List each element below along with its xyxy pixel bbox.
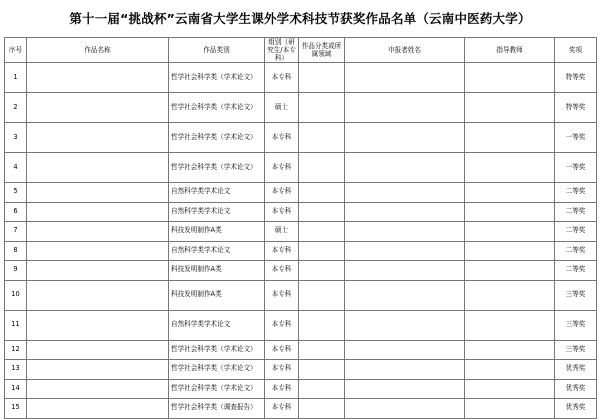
work-name [27,379,169,399]
row-index: 2 [5,93,27,123]
work-name [27,261,169,281]
table-row [5,310,597,340]
work-category: 哲学社会科学类（学术论文） [169,340,265,360]
row-index: 13 [5,360,27,380]
group: 本专科 [265,379,299,399]
advisors [465,261,555,281]
award: 特等奖 [555,63,597,93]
field [299,63,345,93]
advisors [465,123,555,153]
table-row [5,183,597,203]
award: 优秀奖 [555,360,597,380]
field [299,340,345,360]
award: 二等奖 [555,202,597,222]
field [299,153,345,183]
award: 二等奖 [555,241,597,261]
group: 本专科 [265,202,299,222]
award: 二等奖 [555,183,597,203]
award: 二等奖 [555,261,597,281]
work-name [27,340,169,360]
advisors [465,153,555,183]
work-category: 哲学社会科学类（学术论文） [169,379,265,399]
group: 本专科 [265,261,299,281]
header-group: 组别（研究生/本专科） [265,38,299,63]
award: 特等奖 [555,93,597,123]
award: 三等奖 [555,340,597,360]
group: 本专科 [265,399,299,419]
group: 本专科 [265,241,299,261]
applicants [345,123,465,153]
applicants [345,153,465,183]
advisors [465,241,555,261]
field [299,123,345,153]
applicants [345,340,465,360]
applicants [345,183,465,203]
award: 三等奖 [555,310,597,340]
applicants [345,93,465,123]
row-index: 5 [5,183,27,203]
group: 本专科 [265,63,299,93]
table-row [5,340,597,360]
row-index: 12 [5,340,27,360]
award-table [4,37,597,419]
applicants [345,360,465,380]
applicants [345,280,465,310]
header-applicants: 申报者姓名 [345,38,465,63]
work-category: 科技发明制作A类 [169,222,265,242]
work-category: 自然科学类学术论文 [169,183,265,203]
applicants [345,202,465,222]
row-index: 15 [5,399,27,419]
applicants [345,222,465,242]
group: 硕士 [265,222,299,242]
advisors [465,399,555,419]
advisors [465,340,555,360]
table-row [5,63,597,93]
work-category: 哲学社会科学类（学术论文） [169,93,265,123]
advisors [465,280,555,310]
field [299,183,345,203]
row-index: 9 [5,261,27,281]
header-category: 作品类别 [169,38,265,63]
header-row [5,38,597,63]
table-row [5,261,597,281]
row-index: 11 [5,310,27,340]
advisors [465,310,555,340]
field [299,379,345,399]
advisors [465,183,555,203]
row-index: 8 [5,241,27,261]
work-category: 哲学社会科学类（学术论文） [169,153,265,183]
applicants [345,399,465,419]
header-advisors: 指导教师 [465,38,555,63]
document-title: 第十一届“挑战杯”云南省大学生课外学术科技节获奖作品名单（云南中医药大学） [69,11,531,26]
work-name [27,153,169,183]
table-row [5,123,597,153]
applicants [345,63,465,93]
work-category: 自然科学类学术论文 [169,310,265,340]
work-category: 哲学社会科学类（学术论文） [169,63,265,93]
work-name [27,360,169,380]
table-row [5,202,597,222]
field [299,222,345,242]
work-name [27,123,169,153]
advisors [465,222,555,242]
group: 本专科 [265,310,299,340]
row-index: 7 [5,222,27,242]
group: 本专科 [265,280,299,310]
row-index: 14 [5,379,27,399]
header-work-name: 作品名称 [27,38,169,63]
advisors [465,202,555,222]
applicants [345,379,465,399]
advisors [465,379,555,399]
work-name [27,93,169,123]
field [299,93,345,123]
table-row [5,280,597,310]
award: 二等奖 [555,222,597,242]
field [299,241,345,261]
group: 本专科 [265,183,299,203]
applicants [345,261,465,281]
work-name [27,183,169,203]
table-row [5,93,597,123]
work-category: 科技发明制作A类 [169,280,265,310]
award: 优秀奖 [555,379,597,399]
table-row [5,360,597,380]
group: 本专科 [265,360,299,380]
group: 硕士 [265,93,299,123]
row-index: 10 [5,280,27,310]
work-name [27,399,169,419]
table-body [5,63,597,419]
field [299,280,345,310]
award: 优秀奖 [555,399,597,419]
work-name [27,202,169,222]
work-category: 科技发明制作A类 [169,261,265,281]
work-category: 哲学社会科学类（调查报告） [169,399,265,419]
field [299,310,345,340]
header-field: 作品分类或所属领域 [299,38,345,63]
table-row [5,379,597,399]
table-row [5,241,597,261]
award: 一等奖 [555,123,597,153]
award: 一等奖 [555,153,597,183]
table-row [5,222,597,242]
work-name [27,222,169,242]
work-name [27,63,169,93]
row-index: 3 [5,123,27,153]
field [299,360,345,380]
group: 本专科 [265,123,299,153]
row-index: 4 [5,153,27,183]
work-name [27,310,169,340]
field [299,202,345,222]
field [299,399,345,419]
applicants [345,310,465,340]
advisors [465,93,555,123]
work-category: 哲学社会科学类（学术论文） [169,123,265,153]
field [299,261,345,281]
table-row [5,153,597,183]
applicants [345,241,465,261]
advisors [465,63,555,93]
row-index: 6 [5,202,27,222]
work-category: 自然科学类学术论文 [169,202,265,222]
advisors [465,360,555,380]
group: 本专科 [265,340,299,360]
work-name [27,280,169,310]
work-category: 哲学社会科学类（学术论文） [169,360,265,380]
award: 三等奖 [555,280,597,310]
work-name [27,241,169,261]
header-index: 序号 [5,38,27,63]
table-row [5,399,597,419]
group: 本专科 [265,153,299,183]
work-category: 自然科学类学术论文 [169,241,265,261]
header-award: 奖项 [555,38,597,63]
row-index: 1 [5,63,27,93]
